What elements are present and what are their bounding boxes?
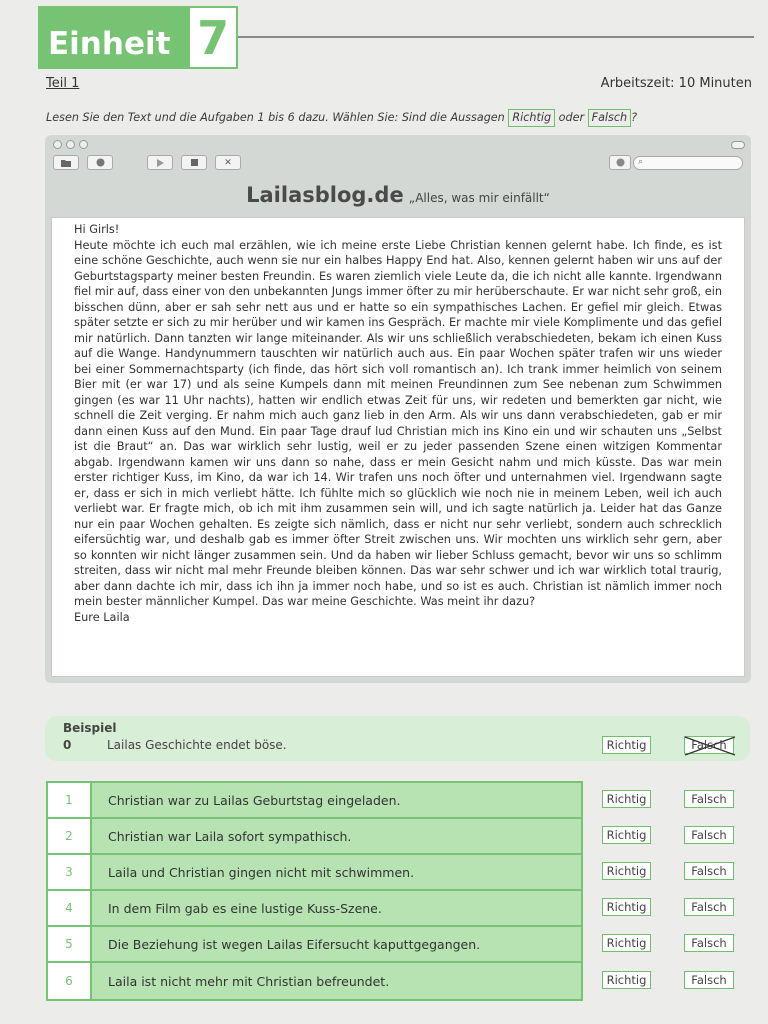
folder-icon [61,159,71,167]
stop-icon [191,159,198,166]
search-icon: ⌕ [638,157,644,167]
task-number: 2 [48,819,92,853]
globe-button[interactable] [87,155,113,170]
browser-window [45,135,751,683]
close-icon: ✕ [224,157,232,168]
unit-number: 7 [197,10,230,65]
task-1-falsch-option[interactable]: Falsch [684,790,734,808]
task-statement: Christian war zu Lailas Geburtstag eingeladen. [92,783,581,817]
play-icon [157,159,164,167]
task-number: 3 [48,855,92,889]
minimize-dot-icon[interactable] [66,140,75,149]
instruction-text: Lesen Sie den Text und die Aufgaben 1 bis 6 dazu. Wählen Sie: Sind die Aussagen [46,111,505,124]
example-falsch-option[interactable] [684,736,734,754]
task-statement: Laila und Christian gingen nicht mit schwimmen. [92,855,581,889]
cross-out-icon [683,735,737,757]
task-6-richtig-option[interactable]: Richtig [602,971,651,989]
part-label: Teil 1 [46,76,80,91]
globe-icon [96,158,105,167]
task-row [48,855,581,891]
task-row [48,819,581,855]
unit-badge [38,6,238,69]
info-icon [616,158,625,167]
instruction [46,109,637,127]
task-number: 4 [48,891,92,925]
blog-title: Lailasblog.de [246,183,404,207]
task-row [48,927,581,963]
task-number: 5 [48,927,92,961]
unit-number-box [188,6,238,69]
blog-greeting: Hi Girls! [74,223,120,236]
task-number: 6 [48,963,92,999]
example-falsch-label: Falsch [691,738,727,752]
task-statement: Laila ist nicht mehr mit Christian befreundet. [92,963,581,999]
play-button[interactable] [147,155,173,170]
info-button[interactable] [609,155,631,170]
task-statement: Christian war Laila sofort sympathisch. [92,819,581,853]
task-4-falsch-option[interactable]: Falsch [684,898,734,916]
header-divider [238,36,754,38]
blog-tagline: „Alles, was mir einfällt“ [408,191,550,205]
task-row [48,963,581,999]
example-statement: Lailas Geschichte endet böse. [107,738,287,752]
blog-signature: Eure Laila [74,610,130,624]
task-2-richtig-option[interactable]: Richtig [602,826,651,844]
task-3-falsch-option[interactable]: Falsch [684,862,734,880]
task-table [46,781,583,1001]
folder-button[interactable] [53,155,79,170]
task-row [48,891,581,927]
example-number: 0 [63,738,72,752]
task-row [48,783,581,819]
toolbar-toggle-icon[interactable] [731,141,745,149]
task-5-falsch-option[interactable]: Falsch [684,934,734,952]
blog-header [45,175,751,215]
blog-post [51,217,745,677]
time-label: Arbeitszeit: 10 Minuten [600,76,752,91]
example-richtig-option[interactable]: Richtig [602,736,651,754]
task-5-richtig-option[interactable]: Richtig [602,934,651,952]
instruction-falsch: Falsch [588,109,631,127]
task-number: 1 [48,783,92,817]
task-statement: Die Beziehung ist wegen Lailas Eifersucht kaputtgegangen. [92,927,581,961]
task-4-richtig-option[interactable]: Richtig [602,898,651,916]
blog-text: Heute möchte ich euch mal erzählen, wie ich meine erste Liebe Christian kennen gelernt habe. Ich finde, es ist eine schöne Geschichte, auch wenn sie nur ein halbes Happy End hat. Also, kennen gelernt haben wir uns auf der Geburtstagsparty meiner besten Freundin. Es waren ziemlich viele Leute da, die ich nicht alle kannte. Irgendwann fiel mir auf, dass einer von den unbekannten Jungs immer öfter zu mir herüberschaute. Er war nicht sehr groß, ein bisschen dünn, aber er sah sehr nett aus und er hatte so ein sympathisches Lachen. Er gefiel mir gleich. Etwas später setzte er sich zu mir herüber und wir kamen ins Gespräch. Er machte mir viele Komplimente und das gefiel mir natürlich. Dann tanzten wir lange miteinander. Als wir uns schließlich verabschiedeten, bekam ich einen Kuss auf die Wange. Handynummern tauschten wir natürlich auch aus. Ein paar Wochen später trafen wir uns wieder bei einer Sommernachtsparty (ich finde, das hört sich voll romantisch an). Ich trank immer heimlich von seinem Bier mit (er war 17) und als seine Kumpels dann mit meinen Freundinnen zum See nebenan zum Schwimmen gingen (es war 11 Uhr nachts), hatten wir endlich etwas Zeit für uns, wir redeten und bemerkten gar nicht, wie schnell die Zeit verging. Er nahm mich auch ganz lieb in den Arm. Als wir uns dann verabschiedeten, gab er mir dann einen Kuss auf den Mund. Ein paar Tage drauf lud Christian mich ins Kino ein und wir schauten uns „Selbst ist die Braut“ an. Das war wirklich sehr lustig, weil er zu jeder passenden Szene einen witzigen Kommentar abgab. Irgendwann kamen wir uns dann so nahe, dass er mein Gesicht nahm und mich küsste. Das war mein erster richtiger Kuss, im Kino, da war ich 14. Wir trafen uns noch öfter und unternahmen viel. Irgendwann sagte er, dass er sich in mich verliebt hätte. Ich fühlte mich so glücklich wie noch nie in meinem Leben, weil ich auch verliebt war. Er fragte mich, ob ich mit ihm zusammen sein will, und ich sagte natürlich ja. Leider hat das Ganze nur ein paar Wochen gehalten. Es zeigte sich nämlich, dass er nicht nur sehr verliebt, sondern auch schrecklich eifersüchtig war, und deshalb gab es immer öfter Streit zwischen uns. Wir mochten uns wirklich sehr gern, aber so konnten wir nicht länger zusammen sein. Und da haben wir lieber Schluss gemacht, bevor wir uns so schlimm streiten, dass wir nicht mal mehr Freunde bleiben können. Das war sehr schwer und ich war wirklich total traurig, aber dann dachte ich mir, dass ich ihn ja immer noch habe, und so ist es auch. Christian ist nämlich immer noch mein bester männlicher Kumpel. Das war meine Geschichte. Was meint ihr dazu? [74,238,722,608]
close-button[interactable] [215,155,241,170]
window-controls [53,140,88,149]
task-6-falsch-option[interactable]: Falsch [684,971,734,989]
instruction-richtig: Richtig [508,109,555,127]
example-label: Beispiel [63,721,117,735]
instruction-end: ? [631,111,638,124]
stop-button[interactable] [181,155,207,170]
instruction-oder: oder [558,111,585,124]
close-dot-icon[interactable] [53,140,62,149]
task-2-falsch-option[interactable]: Falsch [684,826,734,844]
zoom-dot-icon[interactable] [79,140,88,149]
task-statement: In dem Film gab es eine lustige Kuss-Szene. [92,891,581,925]
task-3-richtig-option[interactable]: Richtig [602,862,651,880]
task-1-richtig-option[interactable]: Richtig [602,790,651,808]
unit-title: Einheit [38,6,188,69]
search-input[interactable] [633,156,743,170]
